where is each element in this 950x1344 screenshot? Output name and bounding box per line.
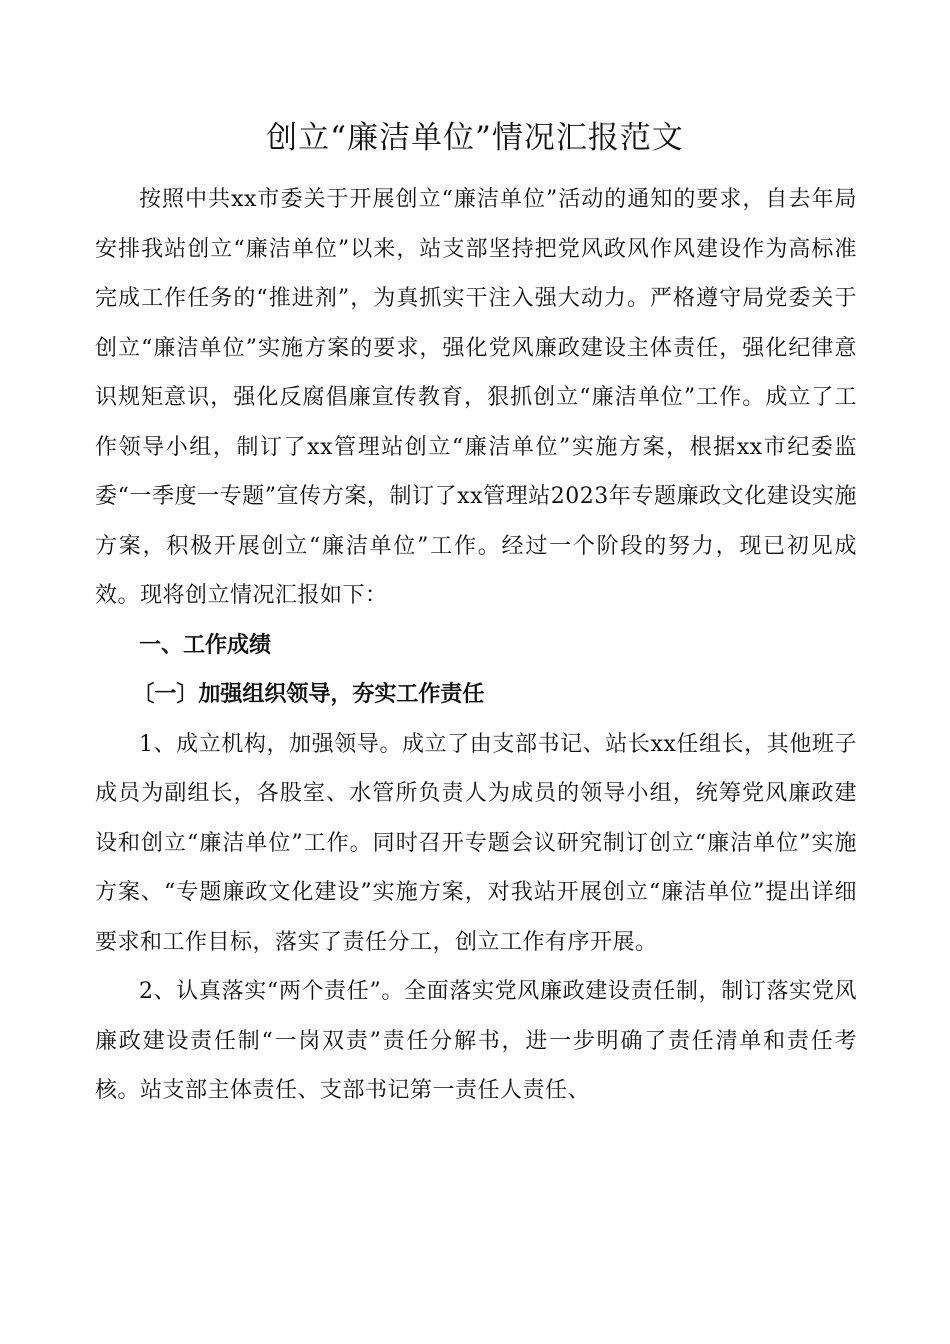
section-heading-work-results: 一、工作成绩 [139,632,272,658]
paragraph-establish-institution: 1、成立机构，加强领导。成立了由支部书记、站长xx任组长，其他班子成员为副组长，各股室、水管所负责人为成员的领导小组，统筹党风廉政建设和创立“廉洁单位”工作。同时召开专题会议研究制订创立“廉洁单位”实施方案、“专题廉政文化建设”实施方案，对我站开展创立“廉洁单位”提出详细要求和工作目标，落实了责任分工，创立工作有序开展。 [95,731,857,955]
document-body [95,175,857,1116]
document-title: 创立“廉洁单位”情况汇报范文 [266,120,684,156]
intro-paragraph: 按照中共xx市委关于开展创立“廉洁单位”活动的通知的要求，自去年局安排我站创立“廉洁单位”以来，站支部坚持把党风政风作风建设作为高标准完成工作任务的“推进剂”，为真抓实干注入强大动力。严格遵守局党委关于创立“廉洁单位”实施方案的要求，强化党风廉政建设主体责任，强化纪律意识规矩意识，强化反腐倡廉宣传教育，狠抓创立“廉洁单位”工作。成立了工作领导小组，制订了xx管理站创立“廉洁单位”实施方案，根据xx市纪委监委“一季度一专题”宣传方案，制订了xx管理站2023年专题廉政文化建设实施方案，积极开展创立“廉洁单位”工作。经过一个阶段的努力，现已初见成效。现将创立情况汇报如下： [95,187,857,608]
subsection-heading-organization: 〔一〕加强组织领导，夯实工作责任 [132,682,485,707]
paragraph-two-responsibilities: 2、认真落实“两个责任”。全面落实党风廉政建设责任制，制订落实党风廉政建设责任制“一岗双责”责任分解书，进一步明确了责任清单和责任考核。站支部主体责任、支部书记第一责任人责任、 [95,979,857,1103]
